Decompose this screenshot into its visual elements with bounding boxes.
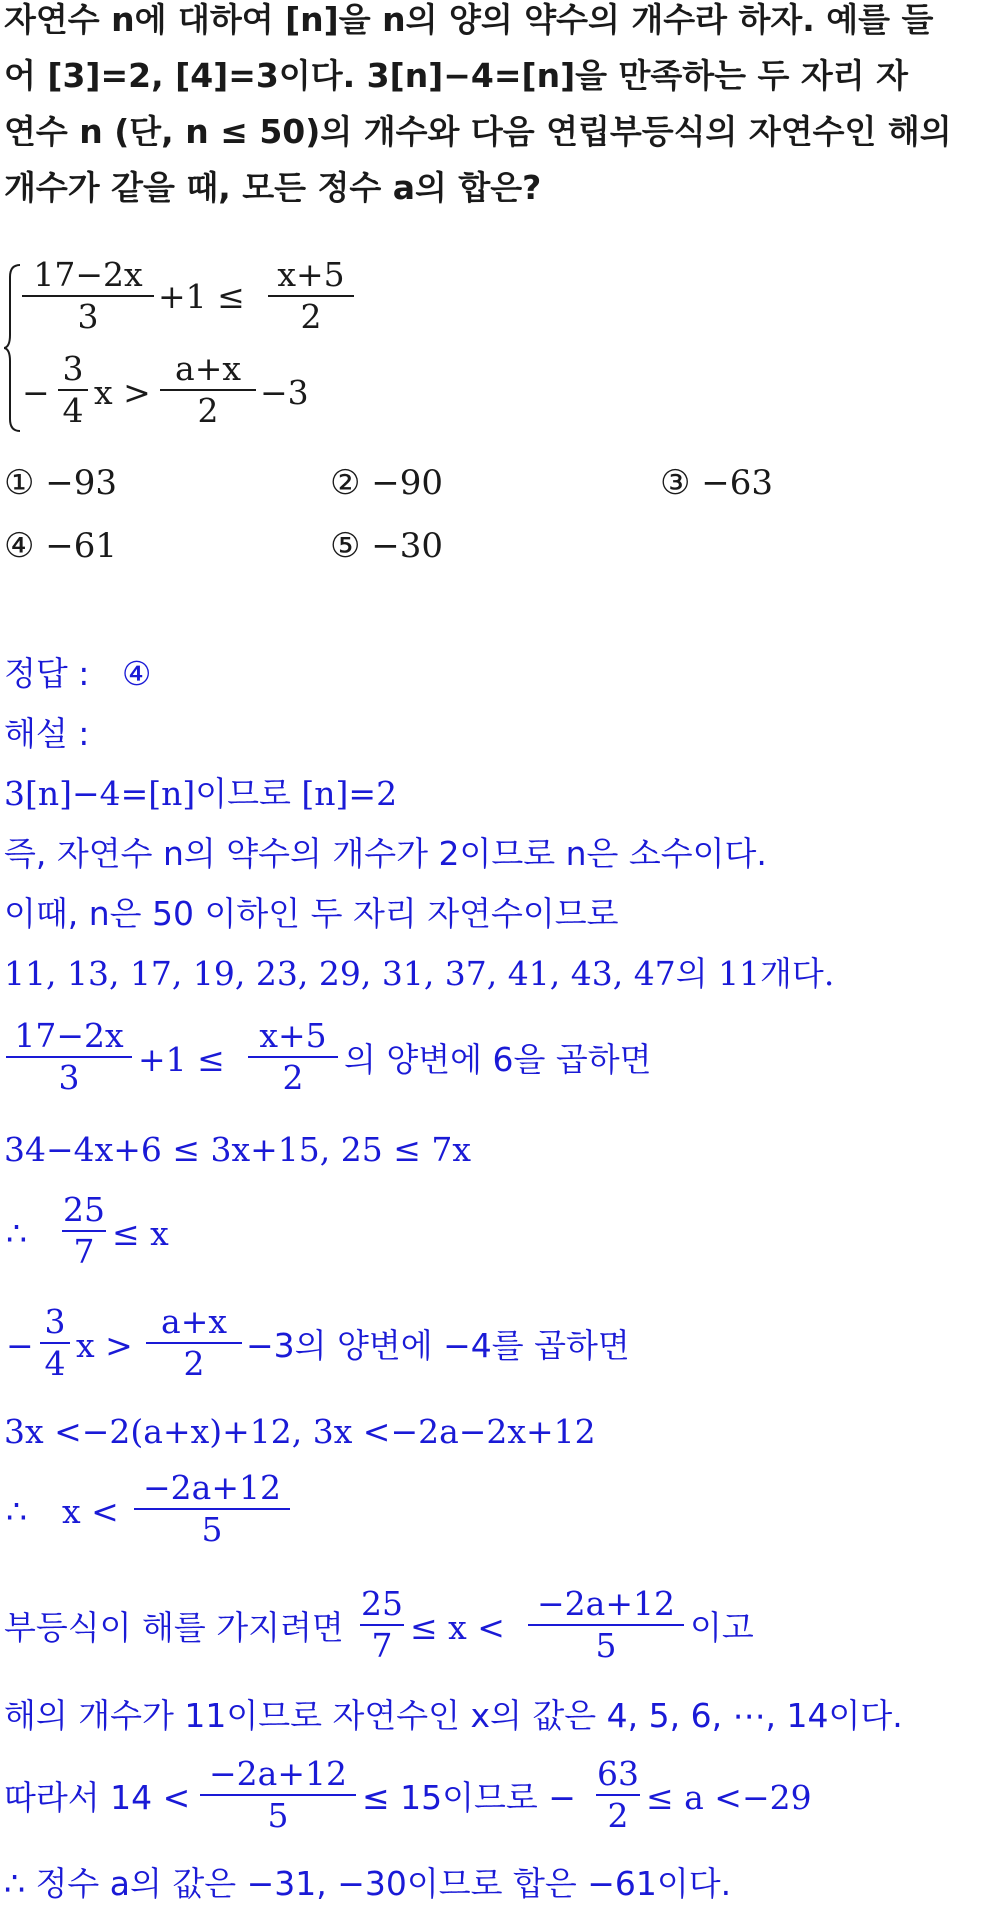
option-1[interactable]: ① −93 [4, 463, 118, 503]
s5-fraction-2: x+5 2 [248, 1018, 338, 1096]
s8-fraction-2: a+x 2 [146, 1304, 242, 1382]
solution-step-13: 따라서 14 < −2a+12 5 ≤ 15이므로 − 63 2 ≤ a <−29 [4, 1754, 812, 1835]
problem-line-1: 자연수 n에 대하여 [n]을 n의 양의 약수의 개수라 하자. 예를 들 [4, 0, 934, 39]
s11-fraction-1: 25 7 [361, 1584, 403, 1665]
answer-line [4, 654, 151, 694]
problem-line-2: 어 [3]=2, [4]=3이다. 3[n]−4=[n]을 만족하는 두 자리 자 [4, 56, 909, 95]
solution-step-5: 17−2x 3 +1 ≤ x+5 2 의 양변에 6을 곱하면 [0, 1018, 993, 1108]
eq1-right-denominator: 2 [300, 297, 322, 336]
solution-step-1: 3[n]−4=[n]이므로 [n]=2 [4, 774, 398, 813]
solution-step-11: 부등식이 해를 가지려면 25 7 ≤ x < −2a+12 5 이고 [4, 1584, 754, 1665]
eq1-right-fraction [268, 257, 354, 335]
eq1-right-numerator: x+5 [277, 255, 345, 294]
s5-fraction-1: 17−2x 3 [6, 1018, 132, 1096]
solution-step-6: 34−4x+6 ≤ 3x+15, 25 ≤ 7x [4, 1130, 471, 1169]
eq2-left-denominator: 4 [62, 391, 84, 430]
eq1-mid: +1 ≤ [158, 277, 245, 316]
s11-fraction-2: −2a+12 5 [528, 1586, 684, 1664]
eq2-mid: x > [94, 373, 151, 412]
eq2-right-fraction [160, 351, 256, 429]
eq1-left-fraction [22, 257, 154, 335]
problem-line-3: 연수 n (단, n ≤ 50)의 개수와 다음 연립부등식의 자연수인 해의 [4, 112, 952, 151]
eq1-left-numerator: 17−2x [33, 255, 143, 294]
solution-step-7: ∴ 25 7 ≤ x [6, 1190, 169, 1271]
eq2-lead: − [22, 373, 50, 412]
inequality-system [0, 255, 400, 435]
problem-line-4: 개수가 같을 때, 모든 정수 a의 합은? [4, 168, 542, 207]
s7-fraction: 25 7 [63, 1190, 105, 1271]
option-3[interactable]: ③ −63 [660, 463, 774, 503]
left-brace-icon [4, 263, 24, 433]
solution-step-3: 이때, n은 50 이하인 두 자리 자연수이므로 [4, 894, 619, 933]
eq2-tail: −3 [260, 373, 309, 412]
solution-step-8: − 3 4 x > a+x 2 −3의 양변에 −4를 곱하면 [6, 1302, 630, 1383]
answer-label: 정답 : [4, 654, 90, 693]
solution-step-4: 11, 13, 17, 19, 23, 29, 31, 37, 41, 43, 47의 11개다. [4, 954, 835, 993]
explain-label: 해설 : [4, 714, 90, 753]
s13-fraction-2: 63 2 [597, 1754, 639, 1835]
option-2[interactable]: ② −90 [330, 463, 444, 503]
s8-fraction-1: 3 4 [40, 1304, 70, 1382]
solution-step-9: 3x <−2(a+x)+12, 3x <−2a−2x+12 [4, 1412, 596, 1451]
solution-step-10: ∴ x < −2a+12 5 [0, 1470, 400, 1560]
eq2-left-numerator: 3 [62, 349, 84, 388]
solution-step-14: ∴ 정수 a의 값은 −31, −30이므로 합은 −61이다. [4, 1864, 732, 1903]
option-4[interactable]: ④ −61 [4, 526, 118, 566]
s10-fraction: −2a+12 5 [134, 1470, 290, 1548]
eq2-left-fraction [58, 351, 88, 429]
answer-value: ④ [121, 654, 152, 693]
eq1-left-denominator: 3 [77, 297, 99, 336]
eq2-right-numerator: a+x [175, 349, 241, 388]
solution-step-2: 즉, 자연수 n의 약수의 개수가 2이므로 n은 소수이다. [4, 834, 767, 873]
s13-fraction-1: −2a+12 5 [200, 1756, 356, 1834]
solution-step-12: 해의 개수가 11이므로 자연수인 x의 값은 4, 5, 6, ⋯, 14이다. [4, 1696, 903, 1735]
eq2-right-denominator: 2 [197, 391, 219, 430]
option-5[interactable]: ⑤ −30 [330, 526, 444, 566]
